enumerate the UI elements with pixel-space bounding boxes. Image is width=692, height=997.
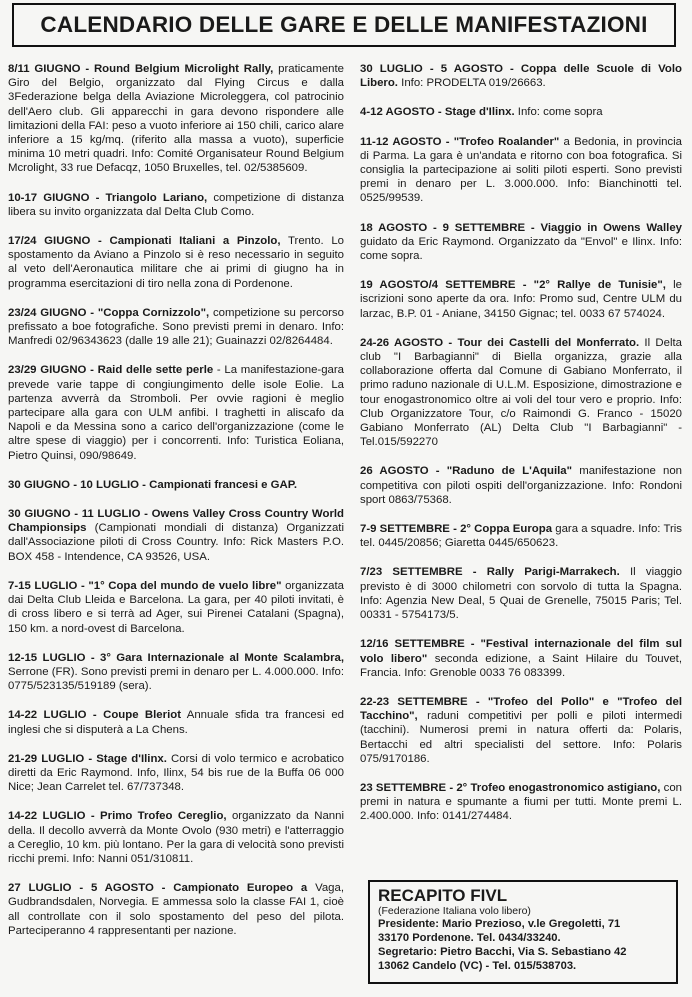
event-entry xyxy=(8,478,344,492)
secretary-city-phone: 13062 Candelo (VC) - Tel. 015/538703. xyxy=(378,960,577,972)
event-description: Trento. Lo spostamento da Aviano a Pinzolo si è reso necessario in seguito al veto dell'Aeronautica militare che ai primi di giugno ha in programma esercitazioni di tiro nella zona di Pordenone. xyxy=(8,235,344,290)
event-entry xyxy=(360,105,682,119)
event-description: Serrone (FR). Sono previsti premi in denaro per L. 4.000.000. Info: 0775/523135/519189 (sera). xyxy=(8,665,344,693)
event-description: a Bedonia, in provincia di Parma. La gara è un'andata e ritorno con boa fotografica. Si consiglia la partecipazione ai soliti piloti esperti. Sono previsti premi in denaro per L. 3.000.000. Info: Bianchinotti tel. 0525/99539. xyxy=(360,135,682,205)
event-entry xyxy=(360,565,682,622)
event-heading: 26 AGOSTO - "Raduno de L'Aquila" xyxy=(360,465,573,478)
secretary-address: Segretario: Pietro Bacchi, Via S. Sebastiano 42 xyxy=(378,946,627,958)
event-description: Vaga, Gudbrandsdalen, Norvegia. E ammessa solo la classe FAI 1, cioè all controllate con il solo spostamento del peso del pilota. Parteciperanno 4 rappresentanti per nazione. xyxy=(8,882,344,937)
event-description: Info: come sopra xyxy=(514,106,603,119)
event-heading: 23 SETTEMBRE - 2° Trofeo enogastronomico astigiano, xyxy=(360,781,661,794)
event-description: raduni competitivi per polli e piloti intermedi (tacchini). Numerosi premi in natura offerti da: Polaris, Bertacchi ed altri specialisti del settore. Info: Polaris 075/9170186. xyxy=(360,710,682,765)
event-heading: 8/11 GIUGNO - Round Belgium Microlight Rally, xyxy=(8,63,274,75)
president-address: Presidente: Mario Prezioso, v.le Gregoletti, 71 xyxy=(378,918,621,930)
event-entry xyxy=(360,522,682,550)
event-heading: 17/24 GIUGNO - Campionati Italiani a Pinzolo, xyxy=(8,235,281,248)
event-heading: 27 LUGLIO - 5 AGOSTO - Campionato Europeo a xyxy=(8,882,308,895)
event-description: (Campionati mondiali di distanza) Organizzati dall'Associazione piloti di Cross Country. Info: Rick Masters P.O. BOX 458 - Intendence, CA 93526, USA. xyxy=(8,522,344,563)
event-description: manifestazione non competitiva con piloti ospiti dell'organizzazione. Info: Rondoni sport 0863/75368. xyxy=(360,465,682,506)
event-description: gara a squadre. Info: Tris tel. 0445/20856; Giaretta 0445/650623. xyxy=(360,523,682,550)
event-entry xyxy=(8,881,344,938)
event-heading: 14-22 LUGLIO - Primo Trofeo Cereglio, xyxy=(8,810,227,823)
event-heading: 7-15 LUGLIO - "1° Copa del mundo de vuelo libre" xyxy=(8,579,282,592)
event-entry xyxy=(8,62,344,176)
event-heading: 24-26 AGOSTO - Tour dei Castelli del Monferrato. xyxy=(360,336,640,349)
event-description: Annuale sfida tra francesi ed inglesi che si disputerà a La Chens. xyxy=(8,709,344,736)
event-entry xyxy=(360,637,682,680)
event-entry xyxy=(8,651,344,694)
event-description: guidato da Eric Raymond. Organizzato da "Envol" e Ilinx. Info: come sopra. xyxy=(360,235,682,263)
event-entry xyxy=(360,781,682,824)
event-entry xyxy=(360,695,682,766)
event-description: organizzata dai Delta Club Lleida e Barcelona. La gara, per 40 piloti invitati, è di cross libero e si terrà ad Ager, sui Pirenei Catalani (Spagna), 150 km. a nord-ovest di Barcelona. xyxy=(8,579,344,635)
event-entry xyxy=(8,752,344,795)
event-entry xyxy=(8,579,344,636)
event-entry xyxy=(8,306,344,349)
event-heading: 30 GIUGNO - 10 LUGLIO - Campionati francesi e GAP. xyxy=(8,478,298,491)
event-entry xyxy=(360,336,682,450)
page-title: CALENDARIO DELLE GARE E DELLE MANIFESTAZIONI xyxy=(40,12,648,37)
event-heading: 7/23 SETTEMBRE - Rally Parigi-Marrakech. xyxy=(360,566,620,579)
event-description: Corsi di volo termico e acrobatico diretti da Eric Raymond. Info, Ilinx, 54 bis rue de la Buffa 06 000 Nice; Jean Carrelet tel. 67/737348. xyxy=(8,752,345,794)
recapito-title: RECAPITO FIVL xyxy=(378,886,508,905)
event-entry xyxy=(8,191,344,219)
event-heading: 7-9 SETTEMBRE - 2° Coppa Europa xyxy=(360,523,553,536)
event-description: organizzato da Nanni della. Il decollo avverrà da Monte Ovolo (930 metri) e l'atterraggio a Cereglio, 10 km. più lontano. Per la gara di velocità sono previsti ricchi premi. Info: Nanni 051/310811. xyxy=(8,810,344,865)
event-description: competizione su percorso prefissato a boe fotografiche. Sono previsti premi in denaro. Info: Manfredi 02/96343623 (dalle 19 alle 21); Guainazzi 02/8264484. xyxy=(8,306,344,348)
event-entry xyxy=(8,507,344,564)
event-heading: 21-29 LUGLIO - Stage d'Ilinx. xyxy=(8,752,167,765)
event-heading: 12-15 LUGLIO - 3° Gara Internazionale al Monte Scalambra, xyxy=(8,651,344,664)
event-entry xyxy=(8,234,344,291)
event-heading: 4-12 AGOSTO - Stage d'Ilinx. xyxy=(360,106,515,119)
event-heading: 12/16 SETTEMBRE - "Festival internazionale del film sul volo libero" xyxy=(360,638,682,665)
event-heading: 30 LUGLIO - 5 AGOSTO - Coppa delle Scuole di Volo Libero. xyxy=(360,63,682,90)
event-entry xyxy=(8,809,344,866)
event-description: con premi in natura e spumante a fiumi per tutti. Monte premi L. 2.400.000. Info: 0141/274484. xyxy=(360,781,683,823)
event-description: Il Delta club "I Barbagianni" di Biella organizza, grazie alla collaborazione offerta dal Comune di Gabiano Monferrato, il primo raduno nazionale di U.L.M. Esposizione, dimostrazione e tour enogastronomico oltre ai voli del tour vero e proprio. Info: Club Organizzatore Tour, c/o Raimondi G. Franco - 15020 Gabiano Monferrato (AL) Delta Club "I Barbagianni" - Tel.015/592270 xyxy=(360,336,682,449)
event-heading: 11-12 AGOSTO - "Trofeo Roalander" xyxy=(360,135,560,148)
event-entry xyxy=(360,278,682,321)
president-city-phone: 33170 Pordenone. Tel. 0434/33240. xyxy=(378,932,561,944)
event-heading: 22-23 SETTEMBRE - "Trofeo del Pollo" e "Trofeo del Tacchino", xyxy=(360,695,682,723)
recapito-box xyxy=(368,880,678,984)
event-heading: 23/24 GIUGNO - "Coppa Cornizzolo", xyxy=(8,306,210,319)
event-heading: 18 AGOSTO - 9 SETTEMBRE - Viaggio in Owens Walley xyxy=(360,221,682,234)
event-entry xyxy=(8,708,344,736)
event-entry xyxy=(8,363,344,462)
event-entry xyxy=(360,62,682,90)
event-heading: 14-22 LUGLIO - Coupe Bleriot xyxy=(8,709,181,722)
event-description: Info: PRODELTA 019/26663. xyxy=(397,77,546,90)
event-description: Il viaggio previsto è di 3000 chilometri con sorvolo di tutta la Spagna. Info: Agenzia New Deal, 5 Quai de Grenelle, 75015 Paris; Tel. 00331 - 5754173/5. xyxy=(360,566,682,622)
event-entry xyxy=(360,464,682,507)
event-description: praticamente Giro del Belgio, organizzato dal Flying Circus e dalla 3Federazione belga della Aviazione Microleggera, col patrocinio dell'Aero club. Gli apparecchi in gara devono rispondere alle limitazioni della FAI: peso a vuoto inferiore ai 150 chili, carico alare inferiore a 15 kg/mq. (riferito alla massa a vuoto), superficie minima 10 metri quadri. Info: Comité Organisateur Round Belgium Mcrolight, 33 rue Defacqz, 1050 Bruxelles, tel. 02/5385609. xyxy=(8,63,344,175)
event-description: le iscrizioni sono aperte da ora. Info: Promo sud, Centre ULM du larzac, B.P. 01 - Aniane, 34150 Gignac; tel. 0033 67 574024. xyxy=(360,279,682,320)
event-entry xyxy=(360,135,682,206)
event-description: - La manifestazione-gara prevede varie tappe di congiungimento delle isole Eolie. La partenza avverrà da Stromboli. Per ovvie ragioni è meglio partecipare alla gara con ULM anfibi. I traghetti in aliscafo da Napoli e da Messina sono a carico dell'organizzazione (come le altre spese di viaggio) per i concorrenti. Info: Turistica Eoliana, Pietro Quinsi, 090/98649. xyxy=(8,364,344,462)
title-box xyxy=(12,3,676,47)
event-heading: 23/29 GIUGNO - Raid delle sette perle xyxy=(8,364,214,377)
left-column xyxy=(8,62,344,953)
event-description: seconda edizione, a Saint Hilaire du Touvet, Francia. Info: Grenoble 0033 76 083399. xyxy=(360,652,682,679)
event-heading: 30 GIUGNO - 11 LUGLIO - Owens Valley Cross Country World Championsips xyxy=(8,508,344,535)
event-entry xyxy=(360,221,682,264)
recapito-subtitle: (Federazione Italiana volo libero) xyxy=(378,905,531,917)
event-description: competizione di distanza libera su invito organizzata dal Delta Club Como. xyxy=(8,191,344,218)
right-column xyxy=(360,62,682,839)
event-heading: 19 AGOSTO/4 SETTEMBRE - "2° Rallye de Tunisie", xyxy=(360,279,666,292)
event-heading: 10-17 GIUGNO - Triangolo Lariano, xyxy=(8,191,208,204)
